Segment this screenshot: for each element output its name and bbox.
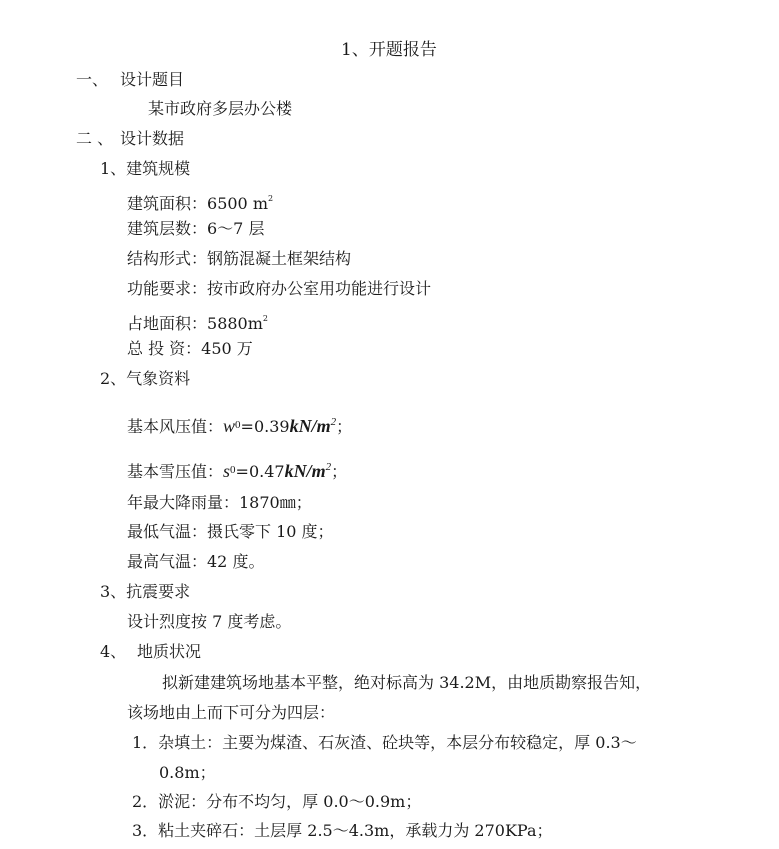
section-1-heading: 设计题目 bbox=[120, 70, 185, 89]
soil-layer-2: 2．淤泥：分布不均匀，厚 0.0～0.9m； bbox=[132, 792, 422, 811]
total-investment: 总 投 资：450 万 bbox=[127, 339, 253, 358]
soil-layer-1: 1．杂填土：主要为煤渣、石灰渣、砼块等，本层分布较稳定，厚 0.3～ bbox=[132, 733, 637, 752]
wind-pressure-label: 基本风压值： bbox=[127, 417, 224, 436]
snow-end: ； bbox=[331, 462, 348, 481]
snow-pressure bbox=[127, 455, 347, 486]
max-rainfall: 年最大降雨量：1870㎜； bbox=[127, 493, 312, 512]
function-requirement: 功能要求：按市政府办公室用功能进行设计 bbox=[127, 279, 432, 298]
wind-unit: $kN/m^2$ bbox=[289, 416, 337, 436]
building-area bbox=[127, 189, 273, 214]
scale-heading: 1、建筑规模 bbox=[100, 159, 191, 178]
section-1-number: 一、 bbox=[76, 70, 109, 89]
soil-layer-1-cont: 0.8m； bbox=[159, 763, 216, 782]
wind-value: =0.39 bbox=[240, 417, 290, 436]
structure-type: 结构形式：钢筋混凝土框架结构 bbox=[127, 249, 352, 268]
geology-number: 4、 bbox=[100, 642, 127, 661]
wind-end: ； bbox=[336, 417, 353, 436]
snow-symbol: $s_0$ bbox=[223, 461, 236, 481]
building-area-label: 建筑面积： bbox=[127, 194, 208, 213]
section-2-number: 二 、 bbox=[76, 129, 114, 148]
snow-unit: $kN/m^2$ bbox=[284, 461, 332, 481]
geology-paragraph-line-1: 拟新建建筑场地基本平整，绝对标高为 34.2M，由地质勘察报告知， bbox=[162, 673, 652, 692]
page-title: 1、开题报告 bbox=[341, 40, 437, 60]
min-temperature: 最低气温：摄氏零下 10 度； bbox=[127, 522, 334, 541]
seismic-content: 设计烈度按 7 度考虑。 bbox=[127, 612, 292, 631]
building-floors: 建筑层数：6～7 层 bbox=[127, 219, 265, 238]
design-title-text: 某市政府多层办公楼 bbox=[148, 99, 293, 118]
land-area-unit-sup: 2 bbox=[262, 314, 268, 323]
building-area-value: 6500 m bbox=[207, 194, 268, 213]
snow-pressure-label: 基本雪压值： bbox=[127, 462, 224, 481]
weather-heading: 2、气象资料 bbox=[100, 369, 191, 388]
wind-pressure bbox=[127, 410, 352, 441]
wind-symbol: $w_0$ bbox=[223, 416, 241, 436]
building-area-unit-sup: 2 bbox=[268, 194, 274, 203]
soil-layer-3: 3．粘土夹碎石：土层厚 2.5～4.3m，承载力为 270KPa； bbox=[132, 821, 553, 840]
land-area bbox=[127, 309, 268, 334]
snow-value: =0.47 bbox=[235, 462, 285, 481]
seismic-heading: 3、抗震要求 bbox=[100, 582, 191, 601]
max-temperature: 最高气温：42 度。 bbox=[127, 552, 265, 571]
geology-heading: 地质状况 bbox=[137, 642, 202, 661]
section-2-heading: 设计数据 bbox=[120, 129, 185, 148]
land-area-label: 占地面积： bbox=[127, 314, 208, 333]
geology-paragraph-line-2: 该场地由上而下可分为四层： bbox=[127, 703, 336, 722]
land-area-value: 5880m bbox=[207, 314, 263, 333]
